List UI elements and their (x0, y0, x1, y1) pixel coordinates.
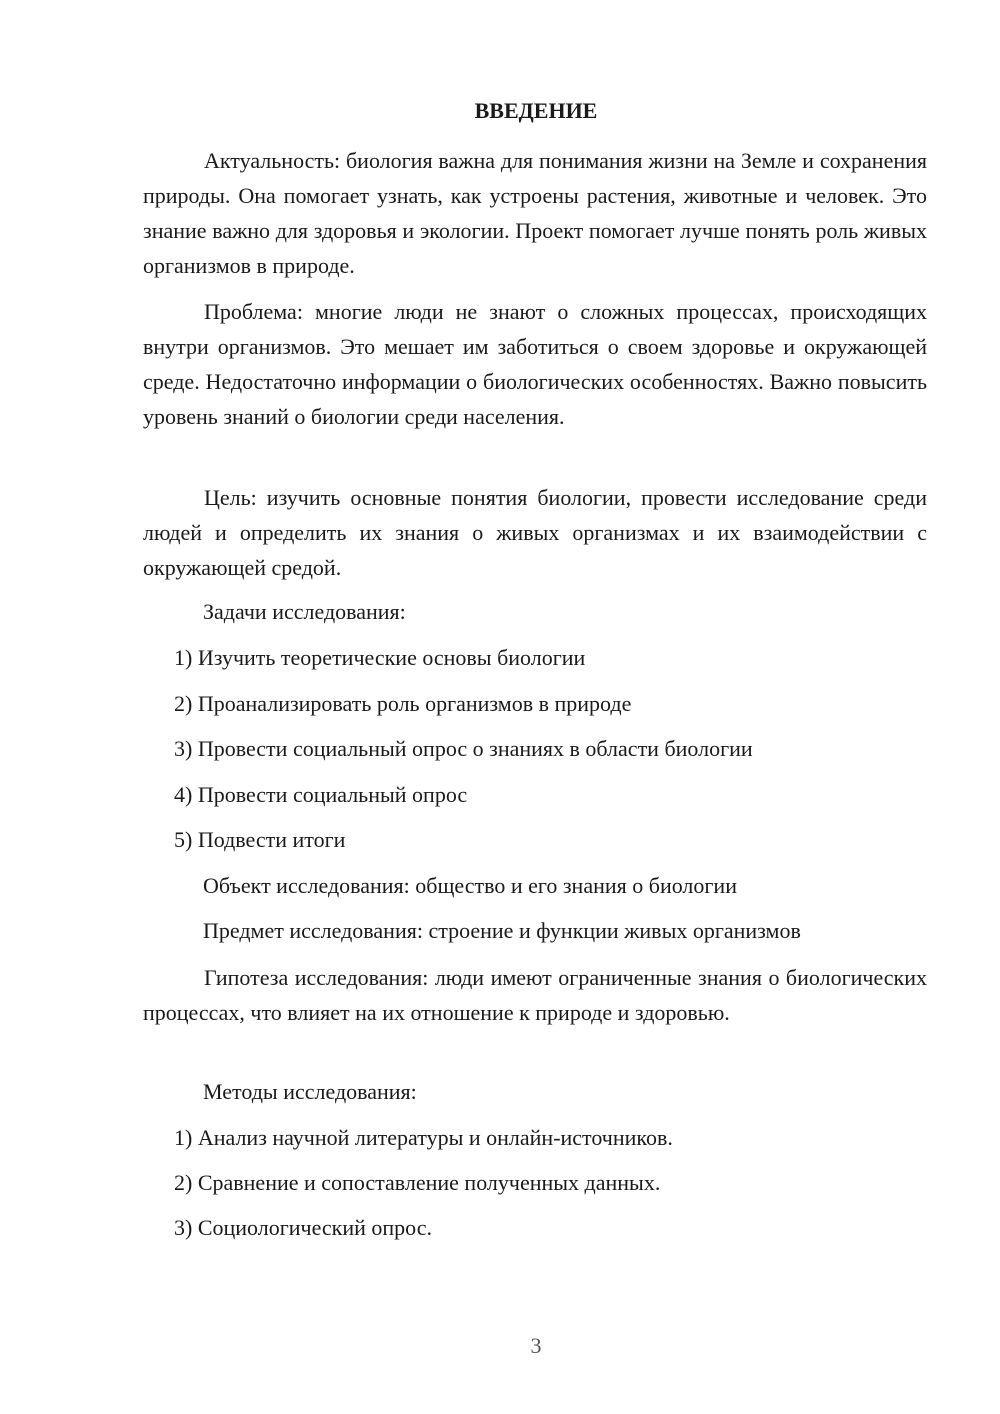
list-item-task-5: 5) Подвести итоги (174, 827, 346, 852)
research-object: Объект исследования: общество и его знания о биологии (203, 873, 737, 898)
list-item-task-2: 2) Проанализировать роль организмов в природе (174, 691, 632, 716)
goal-paragraph: Цель: изучить основные понятия биологии, провести исследование среди людей и определить их знания о живых организмах и их взаимодействии с окружающей средой. (143, 485, 927, 580)
problem-paragraph: Проблема: многие люди не знают о сложных процессах, происходящих внутри организмов. Это мешает им заботиться о своем здоровье и окружающей среде. Недостаточно информации о биологических особенностях. Важно повысить уровень знаний о биологии среди населения. (143, 299, 927, 429)
page-number: 3 (530, 1333, 542, 1358)
list-item-method-3: 3) Социологический опрос. (174, 1215, 432, 1240)
list-item-method-1: 1) Анализ научной литературы и онлайн-источников. (174, 1125, 673, 1150)
list-item-method-2: 2) Сравнение и сопоставление полученных данных. (174, 1170, 661, 1195)
list-item-task-3: 3) Провести социальный опрос о знаниях в области биологии (174, 736, 753, 761)
research-subject: Предмет исследования: строение и функции живых организмов (203, 918, 801, 943)
hypothesis-paragraph: Гипотеза исследования: люди имеют ограниченные знания о биологических процессах, что влияет на их отношение к природе и здоровью. (143, 965, 927, 1025)
list-item-task-1: 1) Изучить теоретические основы биологии (174, 645, 586, 670)
list-item-task-4: 4) Провести социальный опрос (174, 782, 468, 807)
methods-heading: Методы исследования: (203, 1079, 417, 1104)
page-title: ВВЕДЕНИЕ (474, 98, 598, 123)
tasks-heading: Задачи исследования: (203, 599, 406, 624)
relevance-paragraph: Актуальность: биология важна для понимания жизни на Земле и сохранения природы. Она помогает узнать, как устроены растения, животные и человек. Это знание важно для здоровья и экологии. Проект помогает лучше понять роль живых организмов в природе. (143, 148, 927, 278)
